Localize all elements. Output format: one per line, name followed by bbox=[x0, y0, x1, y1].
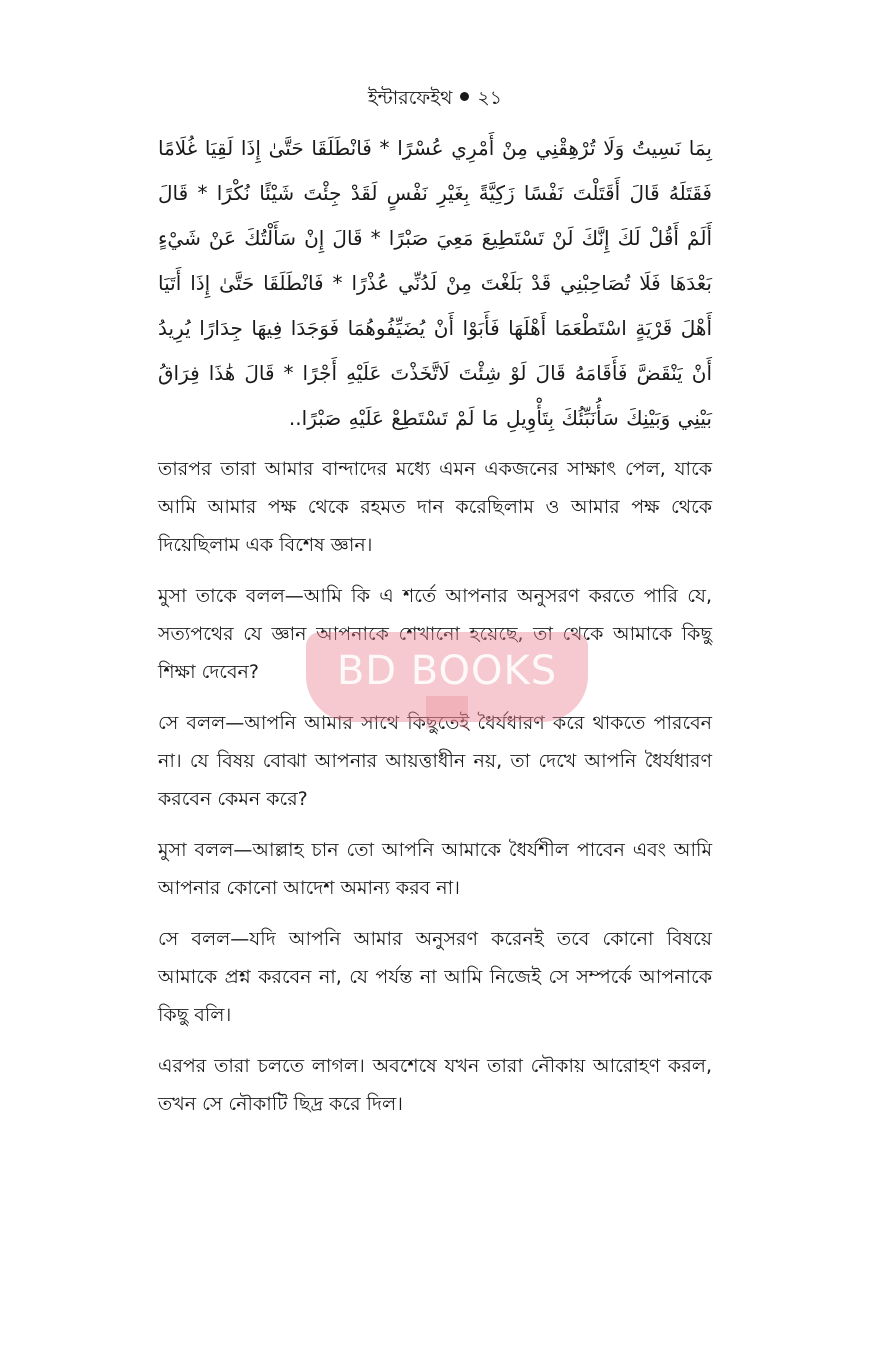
paragraph-5: সে বলল—যদি আপনি আমার অনুসরণ করেনই তবে কোনো বিষয়ে আমাকে প্রশ্ন করবেন না, যে পর্যন্ত না আমি নিজেই সে সম্পর্কে আপনাকে কিছু বলি। bbox=[158, 928, 712, 1026]
arabic-verse: بِمَا نَسِيتُ وَلَا تُرْهِقْنِي مِنْ أَمْرِي عُسْرًا * فَانْطَلَقَا حَتَّىٰ إِذَا لَقِيَا غُلَامًا فَقَتَلَهُ قَالَ أَقَتَلْتَ نَفْسًا زَكِيَّةً بِغَيْرِ نَفْسٍ لَقَدْ جِئْتَ شَيْئًا نُكْرًا * قَالَ أَلَمْ أَقُلْ لَكَ إِنَّكَ لَنْ تَسْتَطِيعَ مَعِيَ صَبْرًا * قَالَ إِنْ سَأَلْتُكَ عَنْ شَيْءٍ بَعْدَهَا فَلَا تُصَاحِبْنِي قَدْ بَلَغْتَ مِنْ لَدُنِّي عُذْرًا * فَانْطَلَقَا حَتَّىٰ إِذَا أَتَيَا أَهْلَ قَرْيَةٍ اسْتَطْعَمَا أَهْلَهَا فَأَبَوْا أَنْ يُضَيِّفُوهُمَا فَوَجَدَا فِيهَا جِدَارًا يُرِيدُ أَنْ يَنْقَضَّ فَأَقَامَهُ قَالَ لَوْ شِئْتَ لَاتَّخَذْتَ عَلَيْهِ أَجْرًا * قَالَ هَٰذَا فِرَاقُ بَيْنِي وَبَيْنِكَ سَأُنَبِّئُكَ بِتَأْوِيلِ مَا لَمْ تَسْتَطِعْ عَلَيْهِ صَبْرًا.. bbox=[158, 136, 712, 430]
watermark-text: BD BOOKS bbox=[336, 648, 558, 694]
book-title: ইন্টারফেইথ bbox=[367, 87, 453, 109]
paragraph-4: মুসা বলল—আল্লাহ চান তো আপনি আমাকে ধৈর্যশীল পাবেন এবং আমি আপনার কোনো আদেশ অমান্য করব না। bbox=[158, 839, 712, 899]
running-header bbox=[0, 84, 870, 112]
page-number: ২১ bbox=[477, 87, 503, 109]
paragraph-2: মুসা তাকে বলল—আমি কি এ শর্তে আপনার অনুসরণ করতে পারি যে, সত্যপথের যে জ্ঞান আপনাকে শেখানো হয়েছে, তা থেকে আমাকে কিছু শিক্ষা দেবেন? bbox=[158, 585, 712, 683]
paragraph-3: সে বলল—আপনি আমার সাথে কিছুতেই ধৈর্যধারণ করে থাকতে পারবেন না। যে বিষয় বোঝা আপনার আয়ত্তাধীন নয়, তা দেখে আপনি ধৈর্যধারণ করবেন কেমন করে? bbox=[158, 712, 712, 810]
bullet-dot-icon bbox=[460, 92, 469, 101]
body-text bbox=[158, 450, 712, 1136]
paragraph-6: এরপর তারা চলতে লাগল। অবশেষে যখন তারা নৌকায় আরোহণ করল, তখন সে নৌকাটি ছিদ্র করে দিল। bbox=[158, 1055, 712, 1115]
paragraph-1: তারপর তারা আমার বান্দাদের মধ্যে এমন একজনের সাক্ষাৎ পেল, যাকে আমি আমার পক্ষ থেকে রহমত দান করেছিলাম ও আমার পক্ষ থেকে দিয়েছিলাম এক বিশেষ জ্ঞান। bbox=[158, 458, 712, 556]
